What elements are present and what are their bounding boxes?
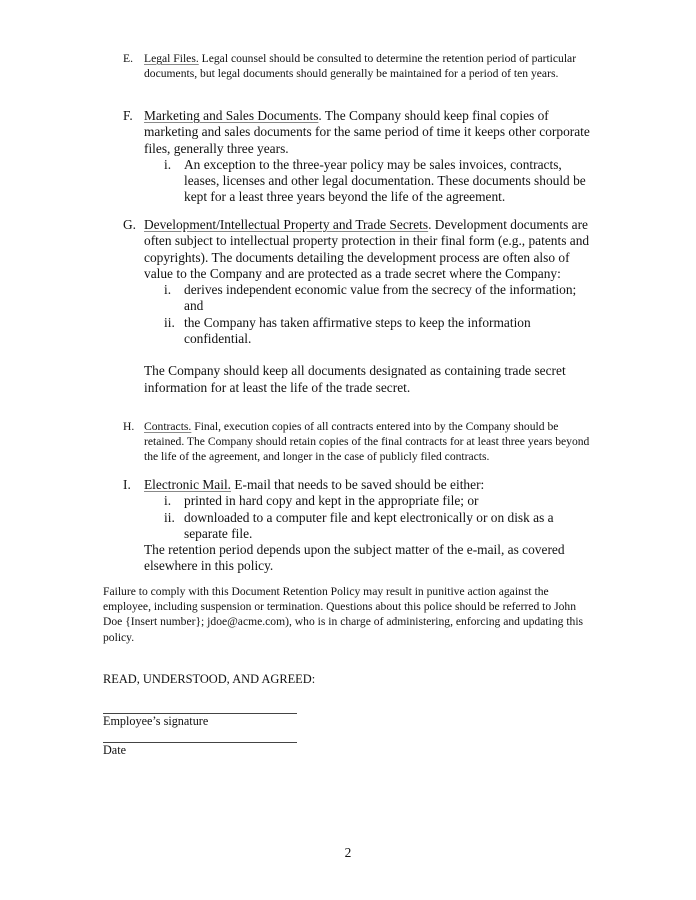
section-text: Final, execution copies of all contracts entered into by the Company should be retained. The Company should retain copies of the final contracts for at least three years beyond the life of the agreement, and longer in the case of publicly filed contracts.	[144, 420, 590, 463]
sub-item	[164, 282, 598, 315]
section-letter: E.	[123, 52, 133, 65]
sub-item-number: ii.	[164, 509, 175, 525]
section-heading: Development/Intellectual Property and Trade Secrets	[144, 217, 429, 232]
sub-item-text: derives independent economic value from the secrecy of the information; and	[184, 282, 577, 314]
section-letter: I.	[123, 477, 131, 492]
signature-label: Employee’s signature	[103, 714, 209, 728]
date-label: Date	[103, 743, 127, 757]
sub-item-number: i.	[164, 493, 172, 509]
section-f-marketing-sales	[123, 108, 598, 206]
section-h-contracts	[123, 419, 598, 464]
section-i-electronic-mail	[123, 477, 598, 575]
section-heading: Marketing and Sales Documents	[144, 108, 319, 123]
section-text: . The Company should keep final copies of marketing and sales documents for the same period of time it keeps other corporate files, generally three years.	[144, 108, 590, 156]
sub-item	[164, 493, 598, 509]
sub-item-number: ii.	[164, 314, 175, 330]
date-line	[103, 742, 297, 743]
sub-item-number: i.	[164, 282, 172, 298]
sub-item-text: downloaded to a computer file and kept electronically or on disk as a separate file.	[184, 509, 554, 541]
section-heading: Electronic Mail.	[144, 477, 232, 492]
section-g-development-ip	[123, 217, 598, 396]
section-heading: Contracts.	[144, 420, 192, 433]
section-closing: The Company should keep all documents designated as containing trade secret information for at least the life of the trade secret.	[144, 363, 566, 395]
section-e-legal-files	[123, 51, 598, 81]
page-number: 2	[344, 845, 352, 860]
sub-item-text: An exception to the three-year policy may be sales invoices, contracts, leases, licenses and other legal documentation. These documents should be kept for a least three years beyond the life of the agreement.	[184, 156, 586, 205]
section-text: E-mail that needs to be saved should be either:	[231, 477, 485, 492]
section-letter: F.	[123, 108, 133, 123]
section-letter: G.	[123, 217, 137, 232]
sub-item-text: printed in hard copy and kept in the appropriate file; or	[184, 493, 479, 509]
sub-item-number: i.	[164, 156, 172, 172]
sub-item	[164, 314, 598, 348]
section-text: . Development documents are often subject to intellectual property protection in their final form (e.g., patents and copyrights). The documents detailing the development process are often also of value to the Company and are protected as a trade secret where the Company:	[144, 217, 590, 281]
agreement-heading: READ, UNDERSTOOD, AND AGREED:	[103, 672, 316, 686]
section-text: Legal counsel should be consulted to determine the retention period of particular documents, but legal documents should generally be maintained for a period of ten years.	[144, 52, 577, 80]
failure-paragraph: Failure to comply with this Document Retention Policy may result in punitive action against the employee, including suspension or termination. Questions about this police should be referred to John Doe {Insert number}; jdoe@acme.com), who is in charge of administering, enforcing and updating this policy.	[103, 585, 584, 644]
sub-item	[164, 509, 598, 543]
section-heading: Legal Files.	[144, 52, 199, 65]
sub-item-text: the Company has taken affirmative steps to keep the information confidential.	[184, 314, 531, 347]
sub-item	[164, 156, 598, 206]
section-closing: The retention period depends upon the subject matter of the e-mail, as covered elsewhere in this policy.	[144, 542, 565, 574]
section-letter: H.	[123, 420, 135, 433]
